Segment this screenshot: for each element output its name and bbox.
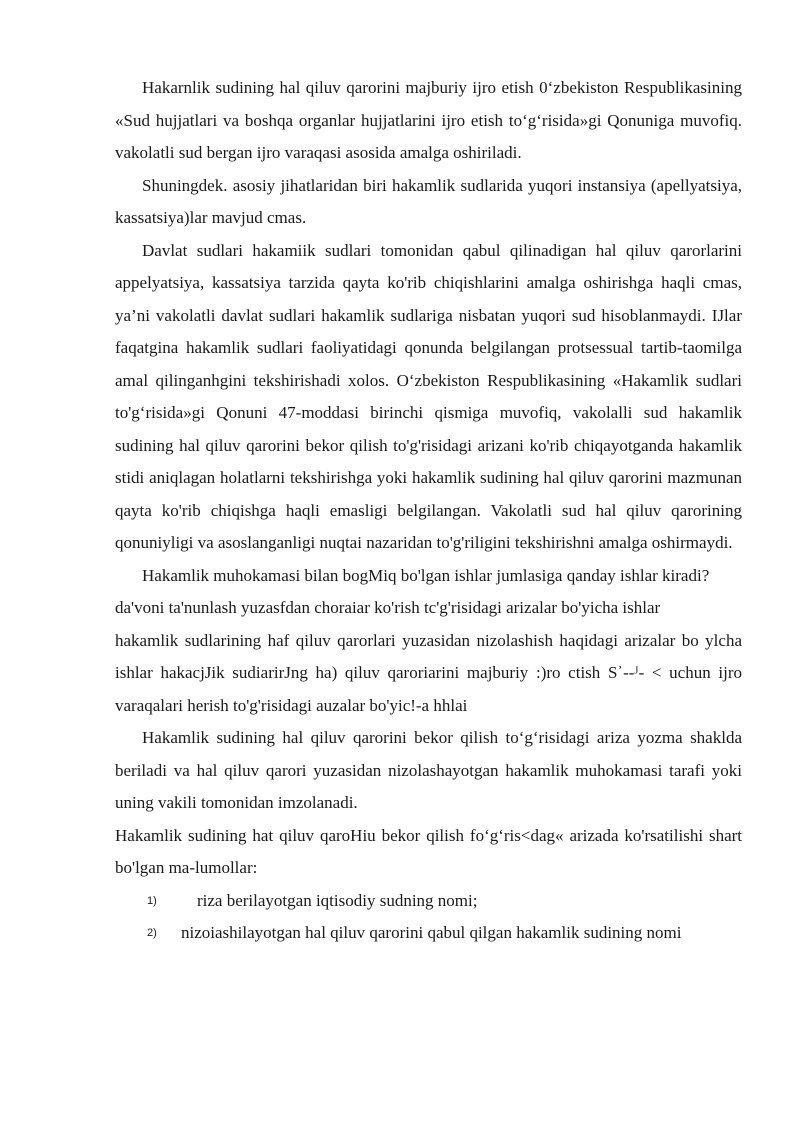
paragraph-5: da'voni ta'nunlash yuzasfdan choraiar ko'rish tc'g'risidagi arizalar bo'yicha ishlar [115,598,661,617]
paragraph-8: Hakamlik sudining hat qiluv qaroHiu bekor qilish fo‘g‘ris<dag« arizada ko'rsatilishi shart bo'lgan ma-lumollar: [115,825,742,877]
list-item [115,885,742,918]
paragraph-1: Hakarnlik sudining hal qiluv qarorini majburiy ijro etish 0‘zbekiston Respublikasining «Sud hujjatlari va boshqa organlar hujjatlarini ijro etish to‘g‘risida»gi Qonuniga muvofiq. vakolatli sud bergan ijro varaqasi asosida amalga oshiriladi. [115,78,742,162]
list-item-number: 1) [147,894,157,907]
list-item-text: nizoiashilayotgan hal qiluv qarorini qabul qilgan hakamlik sudining nomi [181,923,682,942]
list-item [115,917,742,950]
list-item-number: 2) [147,927,157,939]
paragraph-4: Hakamlik muhokamasi bilan bogMiq bo'lgan ishlar jumlasiga qanday ishlar kiradi? [142,565,710,585]
paragraph-2: Shuningdek. asosiy jihatlaridan biri hakamlik sudlarida yuqori instansiya (apellyatsiya, kassatsiya)lar mavjud cmas. [115,175,742,227]
paragraph-7: Hakamlik sudining hal qiluv qarorini bekor qilish to‘g‘risidagi ariza yozma shaklda beriladi va hal qiluv qarori yuzasidan nizolashayotgan hakamlik muhokamasi tarafi yoki uning vakili tomonidan imzolanadi. [115,728,742,812]
paragraph-6: hakamlik sudlarining haf qiluv qarorlari yuzasidan nizolashish haqidagi arizalar bo ylcha ishlar hakacjJik sudiarirJng ha) qiluv qaroriarini majburiy :)ro ctish S᾿-‑ᴶ- < uchun ijro varaqalari herish to'g'risidagi auzalar bo'yic!-a hhlai [115,630,742,715]
document-page [115,72,742,950]
list-item-text: riza berilayotgan iqtisodiy sudning nomi; [197,890,478,910]
paragraph-3: Davlat sudlari hakamiik sudlari tomonidan qabul qilinadigan hal qiluv qarorlarini appelyatsiya, kassatsiya tarzida qayta ko'rib chiqishlarini amalga oshirishga haqli cmas, ya’ni vakolatli davlat sudlari hakamlik sudlariga nisbatan yuqori sud hisoblanmaydi. IJlar faqatgina hakamlik sudlari faoliyatidagi qonunda belgilangan protsessual tartib-taomilga amal qilinganhgini tekshirishadi xolos. O‘zbekiston Respublikasining «Hakamlik sudlari to'g‘risida»gi Qonuni 47-moddasi birinchi qismiga muvofiq, vakolalli sud hakamlik sudining hal qiluv qarorini bekor qilish to'g'risidagi arizani ko'rib chiqayotganda hakamlik stidi aniqlagan holatlarni tekshirishga yoki hakamlik sudining hal qiluv qarorini mazmunan qayta ko'rib chiqishga haqli emasligi belgilangan. Vakolatli sud hal qiluv qarorining qonuniyligi va asoslanganligi nuqtai nazaridan to'g'riligini tekshirishni amalga oshirmaydi. [115,240,742,552]
